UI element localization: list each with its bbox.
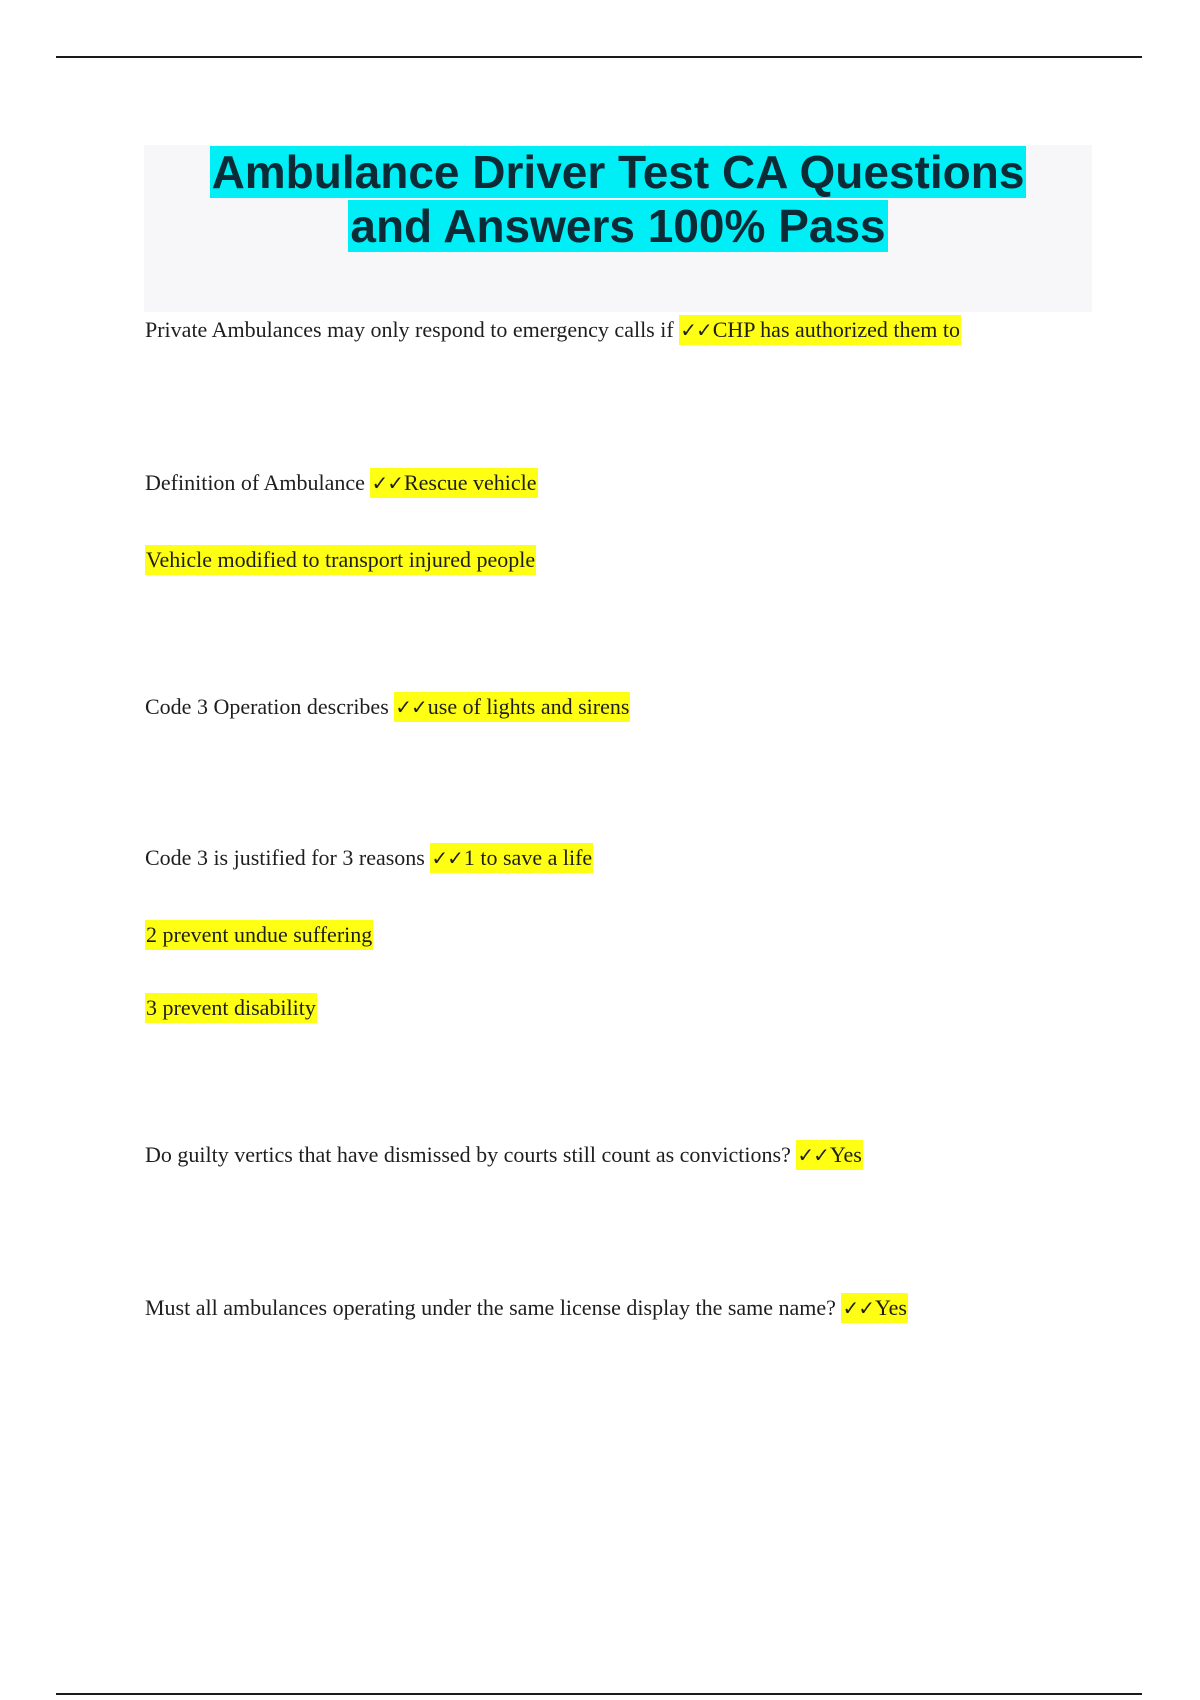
- double-check-icon: ✓✓: [371, 471, 403, 495]
- bottom-rule: [56, 1693, 1142, 1695]
- answer-highlight: [394, 692, 630, 722]
- double-check-icon: ✓✓: [797, 1143, 829, 1167]
- qa-item-6: [145, 1291, 908, 1325]
- answer-text: Rescue vehicle: [403, 470, 537, 495]
- double-check-icon: ✓✓: [431, 846, 463, 870]
- answer-continuation-text: Vehicle modified to transport injured people: [145, 545, 536, 575]
- answer-continuation-text: 2 prevent undue suffering: [145, 920, 373, 950]
- question-text: Do guilty vertics that have dismissed by courts still count as convictions?: [145, 1142, 797, 1167]
- double-check-icon: ✓✓: [395, 695, 427, 719]
- question-text: Private Ambulances may only respond to emergency calls if: [145, 317, 680, 342]
- qa-item-1: [145, 313, 961, 347]
- question-text: Must all ambulances operating under the same license display the same name?: [145, 1295, 842, 1320]
- top-rule: [56, 56, 1142, 58]
- answer-highlight: [430, 843, 593, 873]
- document-title: [144, 145, 1092, 253]
- answer-text: use of lights and sirens: [427, 694, 630, 719]
- title-line-2: and Answers 100% Pass: [350, 200, 886, 252]
- answer-highlight: [679, 315, 961, 345]
- title-line-1: Ambulance Driver Test CA Questions: [211, 146, 1025, 198]
- answer-text: 1 to save a life: [463, 845, 593, 870]
- question-text: Code 3 Operation describes: [145, 694, 395, 719]
- answer-text: Yes: [874, 1295, 907, 1320]
- qa-item-3: [145, 690, 630, 724]
- answer-continuation-text: 3 prevent disability: [145, 993, 317, 1023]
- qa-item-5: [145, 1138, 863, 1172]
- double-check-icon: ✓✓: [680, 318, 712, 342]
- answer-continuation: [145, 991, 317, 1025]
- answer-continuation: [145, 543, 536, 577]
- answer-text: CHP has authorized them to: [712, 317, 960, 342]
- double-check-icon: ✓✓: [842, 1296, 874, 1320]
- answer-highlight: [370, 468, 537, 498]
- question-text: Code 3 is justified for 3 reasons: [145, 845, 431, 870]
- answer-highlight: [796, 1140, 863, 1170]
- qa-item-2: [145, 466, 538, 500]
- qa-item-4: [145, 841, 593, 875]
- answer-highlight: [841, 1293, 908, 1323]
- answer-text: Yes: [829, 1142, 862, 1167]
- answer-continuation: [145, 918, 373, 952]
- question-text: Definition of Ambulance: [145, 470, 371, 495]
